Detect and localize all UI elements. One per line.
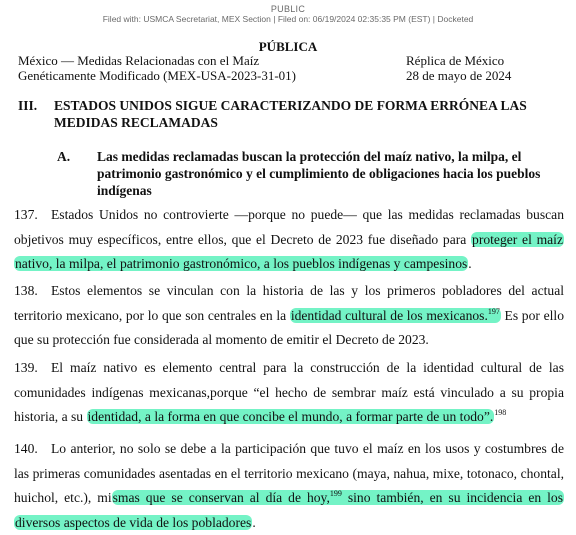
paragraph-text: . <box>252 514 256 530</box>
highlighted-text-content: sino también, en su incidencia en los diversos aspectos de vida de los pobladores <box>15 490 563 530</box>
filing-stamp: Filed with: USMCA Secretariat, MEX Section | Filed on: 06/19/2024 02:35:35 PM (EST) | Docketed <box>102 14 474 24</box>
public-stamp: PUBLIC <box>270 4 306 14</box>
section-number: III. <box>18 98 38 113</box>
footnote-ref-199[interactable]: 199 <box>329 489 342 498</box>
paragraph-text: El maíz nativo es elemento central para la construcción de la identidad cultural de las comunidades indígenas mexicanas,porque “el hecho de sembrar maíz está vinculado a su propia historia, a su <box>14 360 564 424</box>
document-date: 28 de mayo de 2024 <box>406 68 512 83</box>
paragraph-number: 137. <box>14 207 38 222</box>
paragraph-140 <box>14 437 564 535</box>
paragraph-text: . <box>468 256 472 271</box>
paragraph-text: Es por ello que su protección fue considerada al momento de emitir el Decreto de 2023. <box>14 307 564 347</box>
paragraph-number: 140. <box>14 441 38 456</box>
footnote-ref-197[interactable]: 197 <box>487 306 500 316</box>
section-title: ESTADOS UNIDOS SIGUE CARACTERIZANDO DE FORMA ERRÓNEA LAS MEDIDAS RECLAMADAS <box>54 98 527 130</box>
case-title-line-1: México — Medidas Relacionadas con el Maíz <box>18 53 260 68</box>
paragraph-138 <box>14 279 564 353</box>
document-type: Réplica de México <box>406 53 505 68</box>
case-title <box>18 53 318 83</box>
subsection-title: Las medidas reclamadas buscan la protección del maíz nativo, la milpa, el patrimonio gastronómico y el cumplimiento de obligaciones hacia los pueblos indígenas <box>97 149 541 198</box>
paragraph-137 <box>14 203 564 277</box>
document-info <box>406 53 511 83</box>
classification-label: PÚBLICA <box>258 39 318 54</box>
highlighted-text: identidad, a la forma en que concibe el mundo, a formar parte de un todo”. <box>87 409 494 424</box>
case-title-line-2: Genéticamente Modificado (MEX-USA-2023-31-01) <box>18 68 296 83</box>
paragraph-number: 139. <box>14 360 38 375</box>
paragraph-text: Estados Unidos no controvierte —porque no puede— que las medidas reclamadas buscan objetivos muy específicos, entre ellos, que el Decreto de 2023 fue diseñado para <box>14 207 564 247</box>
highlighted-text <box>290 308 501 323</box>
highlighted-text: proteger el maíz nativo, la milpa, el patrimonio gastronómico, a los pueblos indígenas y campesinos <box>15 231 563 271</box>
subsection-letter: A. <box>57 149 71 164</box>
highlighted-text-content: identidad cultural de los mexicanos. <box>290 307 488 323</box>
paragraph-number: 138. <box>14 283 38 298</box>
highlighted-text-content: smas que se conservan al día de hoy, <box>112 490 330 505</box>
footnote-ref-198[interactable]: 198 <box>494 408 507 417</box>
paragraph-text: Estos elementos se vinculan con la historia de las y los primeros pobladores del actual territorio mexicano, por lo que son centrales en la <box>14 283 564 323</box>
paragraph-139 <box>14 356 564 430</box>
paragraph-text: Lo anterior, no solo se debe a la participación que tuvo el maíz en los usos y costumbres de las primeras comunidades asentadas en el territorio mexicano (maya, nahua, mixe, totonaco, chontal, huichol, etc.), mi <box>14 441 564 505</box>
